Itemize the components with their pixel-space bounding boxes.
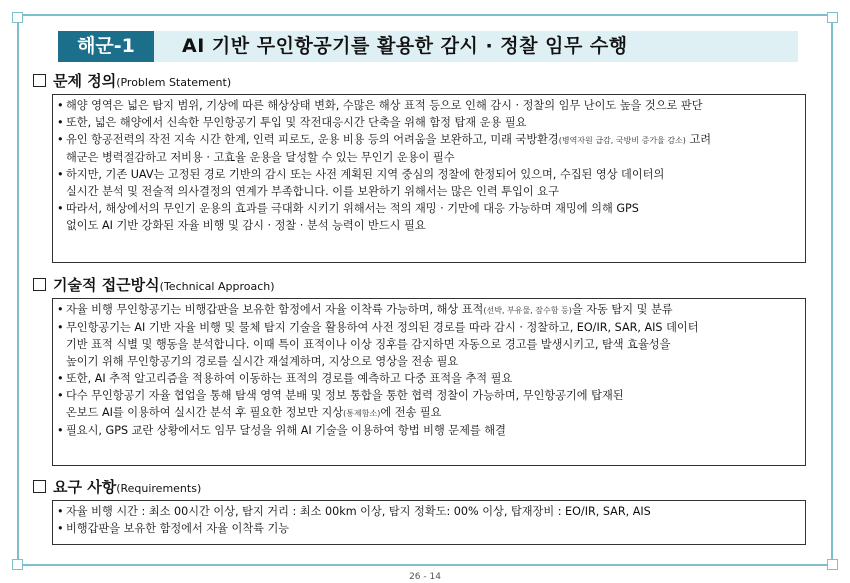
section-subtitle: (Requirements) bbox=[116, 482, 202, 495]
section-heading-requirements bbox=[33, 477, 201, 497]
list-item-continuation: 온보드 AI를 이용하여 실시간 분석 후 필요한 정보만 지상(통제함소)에 전송 필요 bbox=[66, 406, 442, 419]
frame-corner-bl bbox=[12, 559, 23, 570]
section-heading-technical bbox=[33, 275, 275, 295]
frame-corner-br bbox=[827, 559, 838, 570]
frame-corner-tl bbox=[12, 12, 23, 23]
section-title: 요구 사항 bbox=[53, 478, 117, 496]
list-item: • 해양 영역은 넓은 탐지 범위, 기상에 따른 해상상태 변화, 수많은 해상 표적 등으로 인해 감시 · 정찰의 임무 난이도 높을 것으로 판단 bbox=[57, 99, 703, 112]
checkbox-square-icon bbox=[33, 480, 46, 493]
list-item: • 자율 비행 무인항공기는 비행갑판을 보유한 함정에서 자율 이착륙 가능하며, 해상 표적(선박, 부유물, 잠수함 등)을 자동 탐지 및 분류 bbox=[57, 303, 673, 316]
section-heading-problem bbox=[33, 71, 231, 91]
list-item: • 또한, 넓은 해양에서 신속한 무인항공기 투입 및 작전대응시간 단축을 위해 함정 탑재 운용 필요 bbox=[57, 116, 527, 129]
requirements-box bbox=[52, 500, 806, 545]
list-item: • 따라서, 해상에서의 무인기 운용의 효과를 극대화 시키기 위해서는 적의 재밍 · 기만에 대응 가능하며 재밍에 의해 GPS bbox=[57, 202, 639, 215]
list-item: • 유인 항공전력의 작전 지속 시간 한계, 인력 피로도, 운용 비용 등의 어려움을 보완하고, 미래 국방환경(병역자원 급감, 국방비 증가율 감소) 고려 bbox=[57, 133, 712, 146]
checkbox-square-icon bbox=[33, 74, 46, 87]
list-item: • 필요시, GPS 교란 상황에서도 임무 달성을 위해 AI 기술을 이용하여 항법 비행 문제를 해결 bbox=[57, 424, 506, 437]
list-item-continuation: 높이기 위해 무인항공기의 경로를 실시간 재설계하며, 지상으로 영상을 전송 필요 bbox=[66, 355, 459, 368]
section-subtitle: (Problem Statement) bbox=[116, 76, 232, 89]
list-item: • 비행갑판을 보유한 함정에서 자율 이착륙 기능 bbox=[57, 522, 290, 535]
list-item-continuation: 해군은 병력절감하고 저비용 · 고효율 운용을 달성할 수 있는 무인기 운용이 필수 bbox=[66, 151, 455, 164]
list-item: • 하지만, 기존 UAV는 고정된 경로 기반의 감시 또는 사전 계획된 지역 중심의 정찰에 한정되어 있으며, 수집된 영상 데이터의 bbox=[57, 168, 665, 181]
list-item: • 무인항공기는 AI 기반 자율 비행 및 물체 탐지 기술을 활용하여 사전 정의된 경로를 따라 감시 · 정찰하고, EO/IR, SAR, AIS 데이터 bbox=[57, 321, 699, 334]
frame-corner-tr bbox=[827, 12, 838, 23]
list-item-continuation: 기반 표적 식별 및 행동을 분석합니다. 이때 특이 표적이나 이상 징후를 감지하면 자동으로 경고를 발생시키고, 탐색 효율성을 bbox=[66, 338, 671, 351]
list-item: • 자율 비행 시간 : 최소 00시간 이상, 탐지 거리 : 최소 00km 이상, 탐지 정확도: 00% 이상, 탑재장비 : EO/IR, SAR, AIS bbox=[57, 505, 651, 518]
section-title: 문제 정의 bbox=[53, 72, 117, 90]
list-item: • 또한, AI 추적 알고리즘을 적용하여 이동하는 표적의 경로를 예측하고 다중 표적을 추적 필요 bbox=[57, 372, 513, 385]
section-title: 기술적 접근방식 bbox=[53, 276, 160, 294]
list-item-continuation: 실시간 분석 및 전술적 의사결정의 연계가 부족합니다. 이를 보완하기 위해서는 많은 인력 투입이 요구 bbox=[66, 185, 559, 198]
title-badge: 해군-1 bbox=[58, 31, 154, 62]
problem-box bbox=[52, 94, 806, 263]
list-item: • 다수 무인항공기 자율 협업을 통해 탐색 영역 분배 및 정보 통합을 통한 협력 정찰이 가능하며, 무인항공기에 탑재된 bbox=[57, 389, 624, 402]
page-title: AI 기반 무인항공기를 활용한 감시 · 정찰 임무 수행 bbox=[182, 35, 628, 57]
section-subtitle: (Technical Approach) bbox=[159, 280, 275, 293]
title-bar bbox=[58, 31, 798, 62]
list-item-continuation: 없이도 AI 기반 강화된 자율 비행 및 감시 · 정찰 · 분석 능력이 반드시 필요 bbox=[66, 219, 426, 232]
page-number: 26 - 14 bbox=[409, 572, 441, 582]
technical-box bbox=[52, 298, 806, 466]
checkbox-square-icon bbox=[33, 278, 46, 291]
